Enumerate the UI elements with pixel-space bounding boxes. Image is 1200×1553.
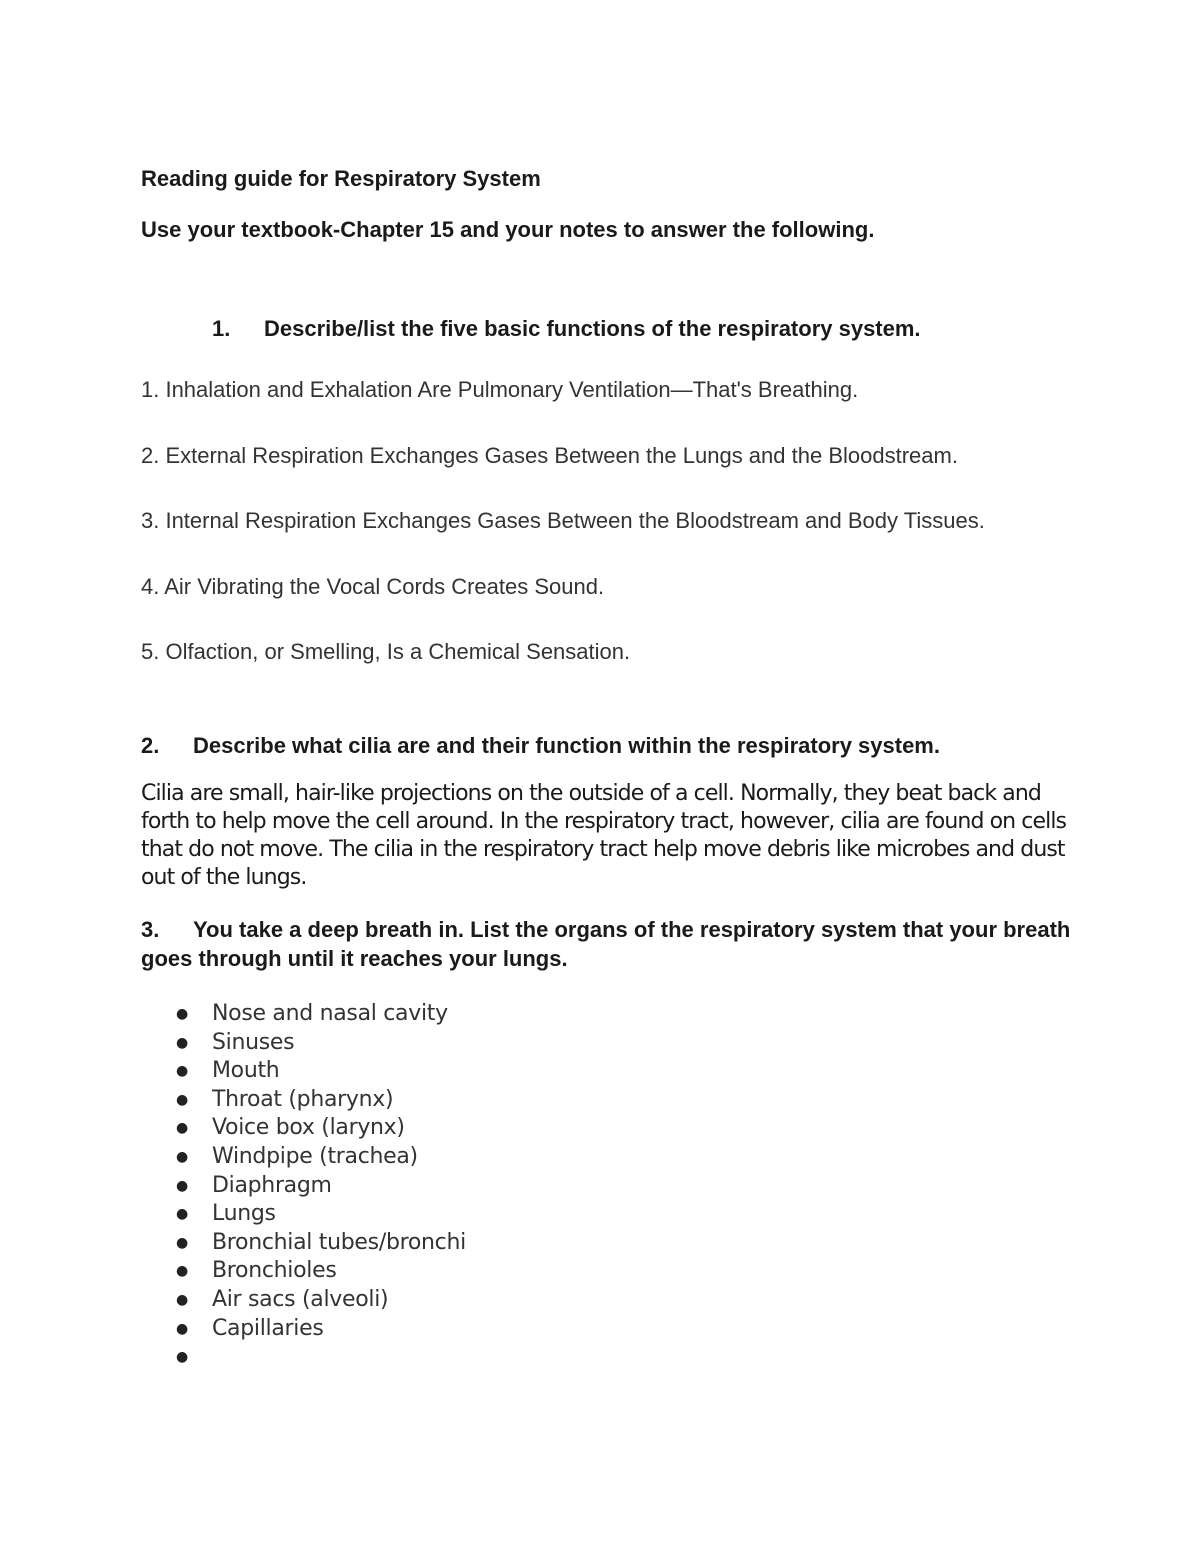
bullet-icon: ● (176, 1034, 188, 1051)
function-answer-1: 1. Inhalation and Exhalation Are Pulmonary Ventilation—That's Breathing. (141, 377, 859, 402)
question-2-number: 2. (141, 733, 160, 758)
bullet-icon: ● (176, 1206, 188, 1223)
bullet-icon: ● (176, 1063, 188, 1080)
bullet-icon: ● (176, 1349, 188, 1366)
list-item (176, 1229, 466, 1258)
organ-label: Nose and nasal cavity (212, 1001, 448, 1026)
list-item (176, 1000, 466, 1029)
list-item (176, 1172, 466, 1201)
bullet-icon: ● (176, 1091, 188, 1108)
list-item (176, 1315, 466, 1344)
organ-list (176, 1000, 466, 1372)
list-item (176, 1143, 466, 1172)
question-2-answer: Cilia are small, hair-like projections on the outside of a cell. Normally, they beat back and forth to help move the cell around. In the respiratory tract, however, cilia are found on cells that do not move. The cilia in the respiratory tract help move debris like microbes and dust out of the lungs. (141, 781, 1067, 890)
list-item (176, 1343, 466, 1372)
bullet-icon: ● (176, 1291, 188, 1308)
organ-label: Capillaries (212, 1315, 324, 1341)
organ-label: Mouth (212, 1058, 280, 1084)
organ-label: Voice box (larynx) (212, 1115, 405, 1141)
bullet-icon: ● (176, 1177, 188, 1194)
organ-label: Air sacs (alveoli) (212, 1286, 389, 1312)
question-3-number: 3. (141, 917, 160, 942)
organ-label: Throat (pharynx) (212, 1086, 394, 1112)
organ-label: Windpipe (trachea) (212, 1143, 418, 1169)
bullet-icon: ● (176, 1006, 188, 1022)
organ-label: Sinuses (212, 1029, 295, 1055)
question-1 (212, 316, 921, 342)
question-1-text: Describe/list the five basic functions of the respiratory system. (264, 316, 921, 341)
list-item (176, 1200, 466, 1229)
bullet-icon: ● (176, 1234, 188, 1251)
instruction-text: Use your textbook-Chapter 15 and your notes to answer the following. (141, 217, 875, 242)
organ-label: Lungs (212, 1201, 276, 1227)
function-answer-5: 5. Olfaction, or Smelling, Is a Chemical Sensation. (141, 639, 631, 664)
list-item (176, 1086, 466, 1115)
question-2 (141, 733, 940, 759)
list-item (176, 1286, 466, 1315)
question-2-text: Describe what cilia are and their function within the respiratory system. (193, 733, 940, 758)
organ-label: Bronchial tubes/bronchi (212, 1229, 466, 1255)
list-item (176, 1257, 466, 1286)
function-answer-3: 3. Internal Respiration Exchanges Gases Between the Bloodstream and Body Tissues. (141, 508, 985, 533)
question-1-number: 1. (212, 316, 231, 341)
bullet-icon: ● (176, 1263, 188, 1280)
organ-label: Diaphragm (212, 1172, 332, 1198)
list-item (176, 1057, 466, 1086)
bullet-icon: ● (176, 1320, 188, 1337)
bullet-icon: ● (176, 1120, 188, 1137)
organ-label: Bronchioles (212, 1258, 337, 1284)
list-item (176, 1114, 466, 1143)
list-item (176, 1029, 466, 1058)
question-3-text: You take a deep breath in. List the organs of the respiratory system that your breath goes through until it reaches your lungs. (141, 917, 1071, 971)
question-3 (141, 915, 1081, 973)
document-title: Reading guide for Respiratory System (141, 166, 541, 191)
function-answer-2: 2. External Respiration Exchanges Gases Between the Lungs and the Bloodstream. (141, 443, 958, 468)
function-answer-4: 4. Air Vibrating the Vocal Cords Creates Sound. (141, 574, 605, 599)
bullet-icon: ● (176, 1148, 188, 1165)
